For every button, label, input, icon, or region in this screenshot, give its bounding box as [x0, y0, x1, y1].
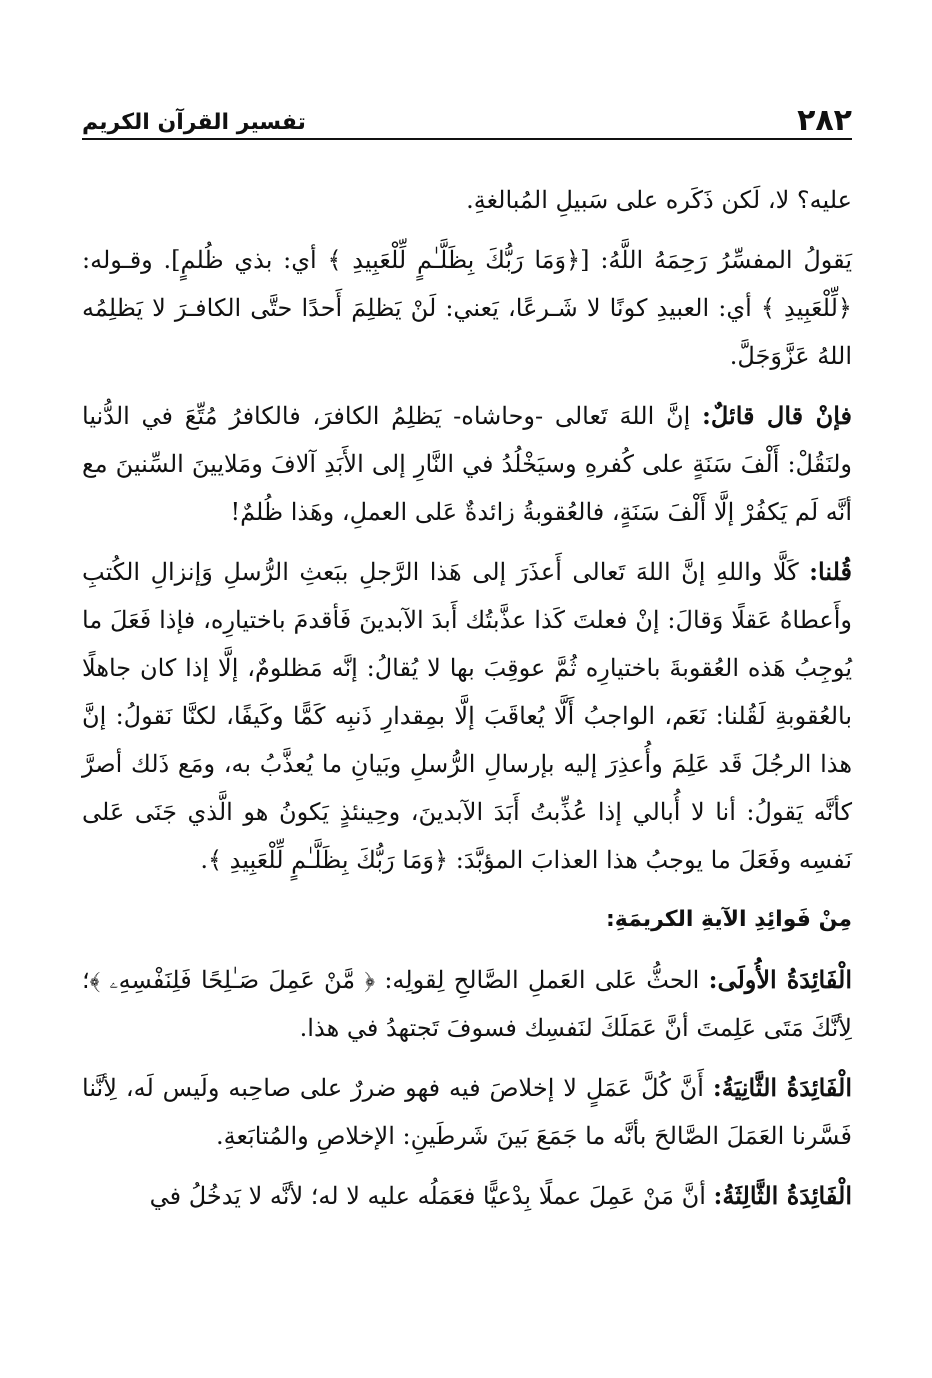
paragraph-text: كَلَّا واللهِ إنَّ اللهَ تَعالى أَعذَرَ إلى هَذا الرَّجلِ ببَعثِ الرُّسلِ وَإنزالِ الكُتبِ وأَعطاهُ عَقلًا وَقالَ: إنْ فعلتَ كَذا عذَّبتُك أَبدَ الآبدينَ فَأقدمَ باختيارِه، فإذا فَعَلَ ما يُوجِبُ هَذه العُقوبةَ باختيارِه ثُمَّ عوقِبَ بها لا يُقالُ: إنَّه مَظلومٌ، إلَّا إذا كان جاهلًا بالعُقوبةِ لَقُلنا: نَعَم، الواجبُ أَلَّا يُعاقَبَ إلَّا بمِقدارِ ذَنبِه كَمًّا وكَيفًا، لكنَّا نَقولُ: إنَّ هذا الرجُلَ قَد عَلِمَ وأُعذِرَ إليه بإرسالِ الرُّسلِ وبَيانِ ما يُعذَّبُ به، ومَع ذَلك أصرَّ كأنَّه يَقولُ: أنا لا أُبالي إذا عُذِّبتُ أَبَدَ الآبدينَ، وحِينئذٍ يَكونُ هو الَّذي جَنَى عَلى نَفسِه وفَعَلَ ما يوجبُ هذا العذابَ المؤبَّدَ: ﴿وَمَا رَبُّكَ بِظَلَّـٰمٍ لِّلْعَبِيدِ ﴾. — [82, 558, 852, 874]
paragraph-lead: الْفَائِدَةُ الثَّانِيَةُ: — [712, 1073, 852, 1102]
paragraph — [82, 956, 852, 1052]
paragraph-text: أنَّ مَنْ عَمِلَ عملًا بِدْعيًّا فعَمَلُه عليه لا له؛ لأنَّه لا يَدخُلُ في — [149, 1182, 714, 1210]
section-heading: مِنْ فَوائِدِ الآيةِ الكريمَةِ: — [605, 907, 852, 932]
header-rule — [82, 138, 852, 140]
paragraph-text: عليه؟ لا، لَكن ذَكَره على سَبيلِ المُبالغةِ. — [466, 186, 852, 214]
body-text — [82, 176, 852, 1232]
paragraph-lead: الْفَائِدَةُ الأُولَى: — [708, 965, 852, 994]
paragraph-text: إنَّ اللهَ تَعالى -وحاشاه- يَظلِمُ الكافرَ، فالكافرُ مُتِّعَ في الدُّنيا ولنَقُلْ: أَلْفَ سَنَةٍ على كُفرهِ وسيَخْلُدُ في النَّارِ إلى الأَبَدِ آلافَ ومَلايينَ السِّنينَ مع أنَّه لَم يَكفُرْ إلَّا أَلْفَ سَنَةٍ، فالعُقوبةُ زائدةٌ عَلى العملِ، وهَذا ظُلمٌ! — [82, 402, 852, 526]
paragraph-lead: فإنْ قال قائلٌ: — [701, 401, 853, 430]
paragraph — [82, 236, 852, 380]
paragraph — [82, 1172, 852, 1220]
paragraph — [82, 176, 852, 224]
paragraph-lead: قُلنا: — [809, 557, 852, 586]
paragraph-text: يَقولُ المفسِّرُ رَحِمَهُ اللَّهُ: [﴿وَمَا رَبُّكَ بِظَلَّـٰمٍ لِّلْعَبِيدِ ﴾ أي: بذي ظُلمٍ]. وقـوله: ﴿لِّلْعَبِيدِ ﴾ أي: العبيدِ كونًا لا شَـرعًا، يَعني: لَنْ يَظلِمَ أَحدًا حتَّى الكافـرَ لا يَظلِمُه اللهُ عَزَّوَجَلَّ. — [82, 246, 852, 370]
paragraph-text: أَنَّ كُلَّ عَمَلٍ لا إخلاصَ فيه فهو ضررٌ على صاحِبه ولَيس لَه، لِأنَّنا فَسَّرنا العَمَلَ الصَّالحَ بأنَّه ما جَمَعَ بَينَ شَرطَينِ: الإخلاصِ والمُتابَعةِ. — [82, 1074, 852, 1150]
running-title: تفسير القرآن الكريم — [82, 110, 306, 135]
paragraph — [82, 1064, 852, 1160]
paragraph — [82, 548, 852, 884]
paragraph-text: الحثُّ عَلى العَملِ الصَّالحِ لِقولِه: ﴿ مَّنْ عَمِلَ صَـٰلِحًا فَلِنَفْسِهِۦ ﴾؛ لِأنَّكَ مَتَى عَلِمتَ أنَّ عَمَلَكَ لنَفسِك فسوفَ تَجتهدُ في هذا. — [82, 966, 852, 1042]
page-number: ٢٨٢ — [797, 103, 852, 138]
paragraph-lead: الْفَائِدَةُ الثَّالِثَةُ: — [713, 1181, 852, 1210]
page-header — [82, 100, 852, 136]
paragraph — [82, 392, 852, 536]
